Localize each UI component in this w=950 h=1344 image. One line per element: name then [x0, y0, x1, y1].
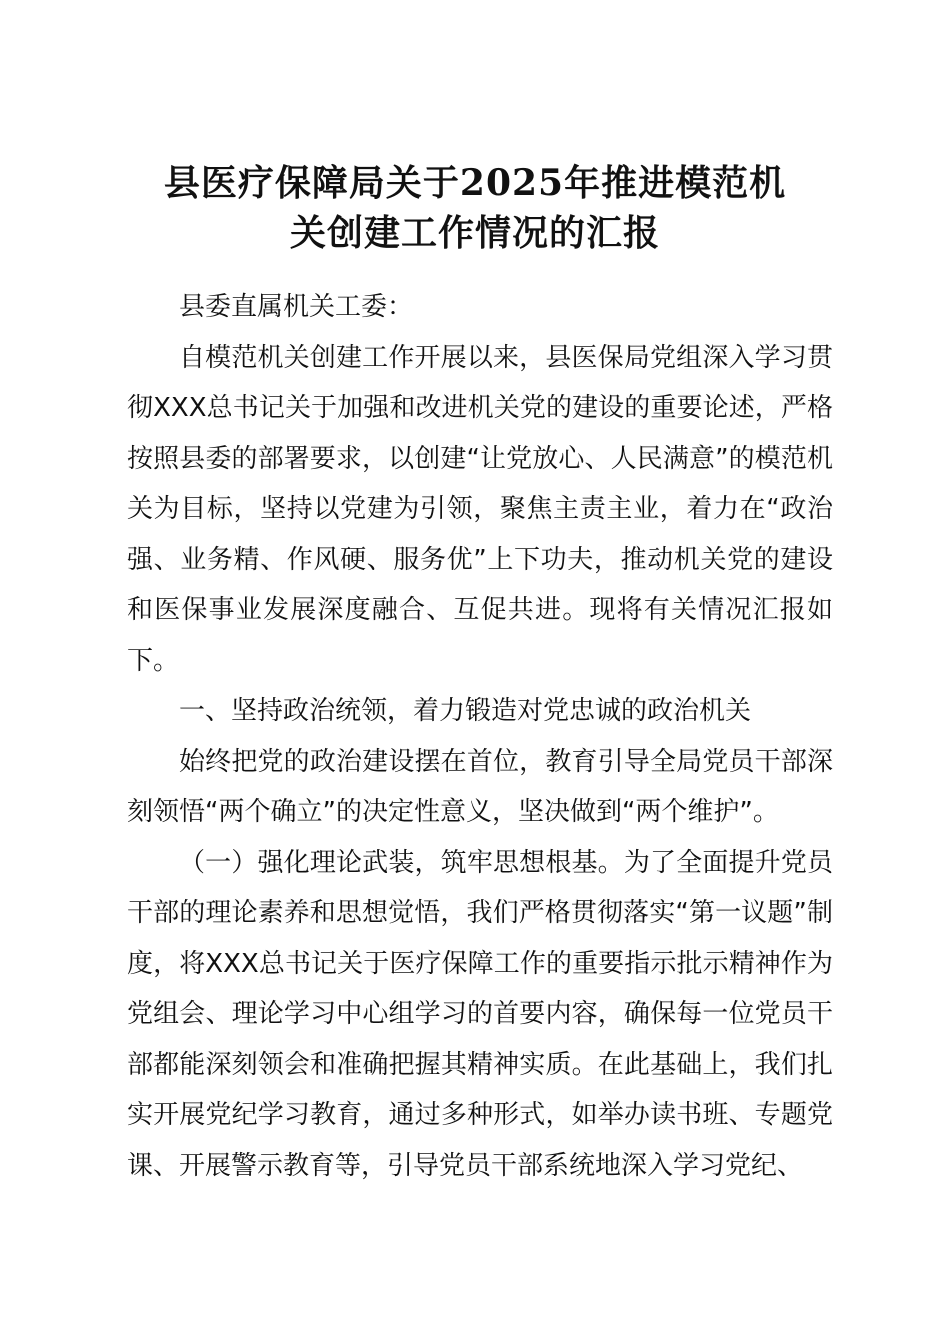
paragraph-subsection-1: （一）强化理论武装，筑牢思想根基。为了全面提升党员干部的理论素养和思想觉悟，我们严格贯彻落实“第一议题”制度，将XXX总书记关于医疗保障工作的重要指示批示精神作为党组会、理论学习中心组学习的首要内容，确保每一位党员干部都能深刻领会和准确把握其精神实质。在此基础上，我们扎实开展党纪学习教育，通过多种形式，如举办读书班、专题党课、开展警示教育等，引导党员干部系统地深入学习党纪、 [127, 847, 833, 1181]
section-heading-1: 一、坚持政治统领，着力锻造对党忠诚的政治机关 [179, 696, 752, 726]
title-line-2: 关创建工作情况的汇报 [289, 212, 660, 254]
paragraph-intro: 自模范机关创建工作开展以来，县医保局党组深入学习贯彻XXX总书记关于加强和改进机关党的建设的重要论述，严格按照县委的部署要求，以创建“让党放心、人民满意”的模范机关为目标，坚持以党建为引领，聚焦主责主业，着力在“政治强、业务精、作风硬、服务优”上下功夫，推动机关党的建设和医保事业发展深度融合、互促共进。现将有关情况汇报如下。 [127, 342, 833, 676]
paragraph-section-1: 始终把党的政治建设摆在首位，教育引导全局党员干部深刻领悟“两个确立”的决定性意义，坚决做到“两个维护”。 [127, 746, 833, 827]
document-title [100, 158, 850, 258]
document-body [127, 282, 833, 1191]
title-line-1: 县医疗保障局关于2025年推进模范机 [163, 162, 787, 204]
salutation: 县委直属机关工委： [179, 292, 414, 322]
